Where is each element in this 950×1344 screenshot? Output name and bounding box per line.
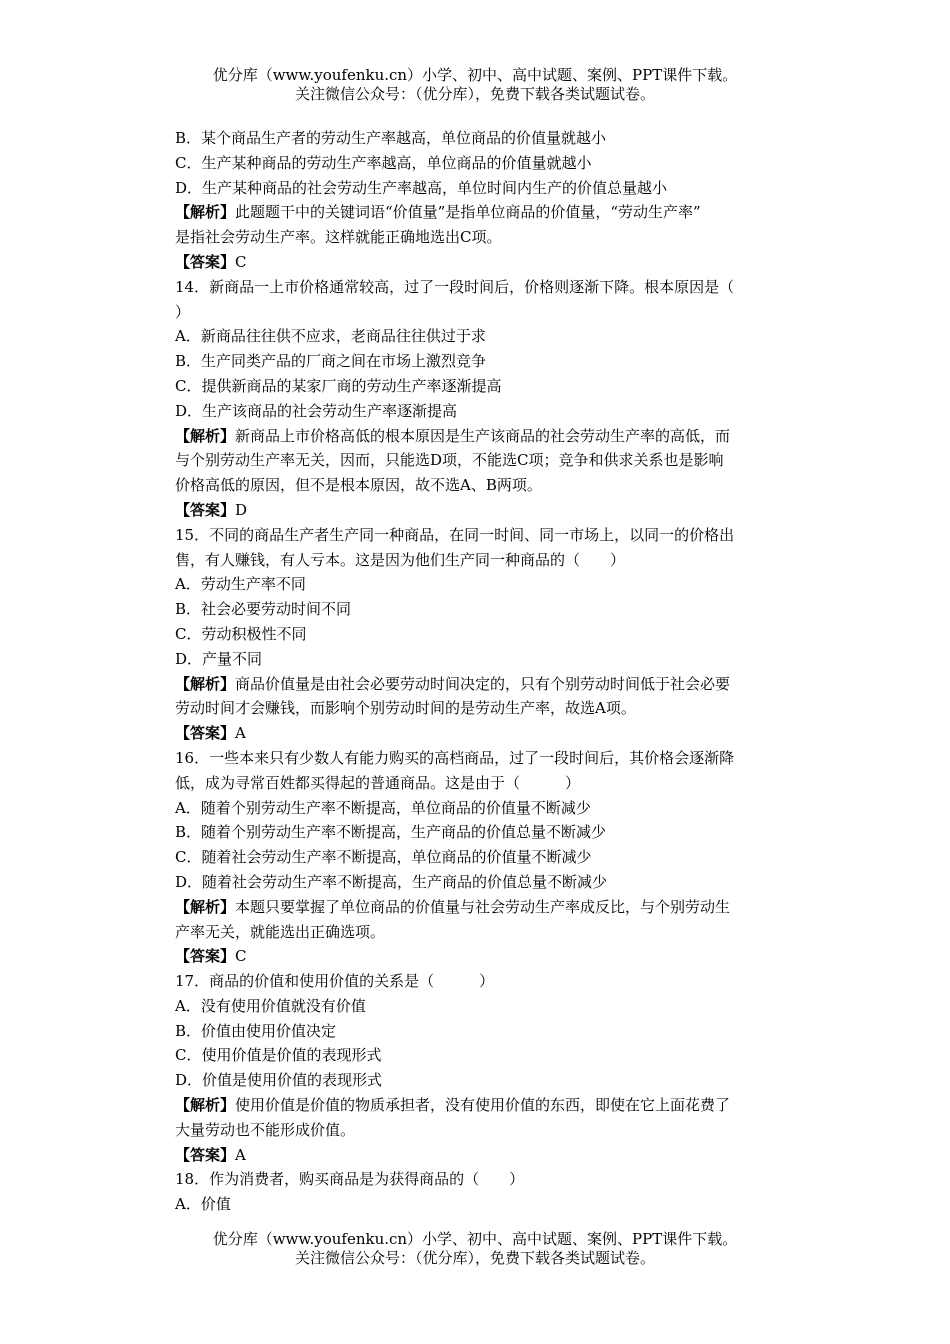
q15-option-d: D．产量不同 xyxy=(175,649,263,668)
q15-option-a: A．劳动生产率不同 xyxy=(175,575,306,594)
analysis-tag: 【解析】 xyxy=(175,897,236,916)
q14-option-c: C．提供新商品的某家厂商的劳动生产率逐渐提高 xyxy=(175,376,502,395)
page-footer xyxy=(0,1230,950,1268)
answer-value: A xyxy=(235,724,246,743)
q17-option-d: D．价值是使用价值的表现形式 xyxy=(175,1071,383,1090)
q15-option-b: B．社会必要劳动时间不同 xyxy=(175,600,352,619)
q18-option-a: A．价值 xyxy=(175,1195,231,1214)
page-header xyxy=(0,66,950,104)
q17-option-c: C．使用价值是价值的表现形式 xyxy=(175,1046,382,1065)
document-body xyxy=(175,126,807,1217)
q18-stem-line-1: 18．作为消费者，购买商品是为获得商品的（ ） xyxy=(175,1170,525,1189)
q16-analysis-line-2: 产率无关，就能选出正确选项。 xyxy=(175,922,386,941)
q15-option-c: C．劳动积极性不同 xyxy=(175,624,307,643)
answer-value: C xyxy=(235,947,247,966)
answer-tag: 【答案】 xyxy=(175,947,236,966)
q15-analysis-line-2: 劳动时间才会赚钱，而影响个别劳动时间的是劳动生产率，故选A项。 xyxy=(175,699,636,718)
q15-answer xyxy=(175,721,807,746)
answer-value: D xyxy=(235,500,248,519)
header-line-2: 关注微信公众号：（优分库），免费下载各类试题试卷。 xyxy=(294,85,655,103)
q16-option-d: D．随着社会劳动生产率不断提高，生产商品的价值总量不断减少 xyxy=(175,872,608,891)
q15-stem-line-1: 15．不同的商品生产者生产同一种商品，在同一时间、同一市场上，以同一的价格出 xyxy=(175,525,735,544)
q14-analysis-line-2: 与个别劳动生产率无关，因而，只能选D项，不能选C项；竞争和供求关系也是影响 xyxy=(175,451,724,470)
analysis-tag: 【解析】 xyxy=(175,203,236,222)
q17-option-a: A．没有使用价值就没有价值 xyxy=(175,996,366,1015)
q16-stem-line-1: 16．一些本来只有少数人有能力购买的高档商品，过了一段时间后，其价格会逐渐降 xyxy=(175,748,735,767)
q17-answer xyxy=(175,1143,807,1168)
q15-stem-line-2: 售，有人赚钱，有人亏本。这是因为他们生产同一种商品的（ ） xyxy=(175,550,626,569)
q16-analysis-line-1: 【解析】本题只要掌握了单位商品的价值量与社会劳动生产率成反比，与个别劳动生 xyxy=(175,897,731,916)
q13-option-c: C．生产某种商品的劳动生产率越高，单位商品的价值量就越小 xyxy=(175,153,592,172)
analysis-tag: 【解析】 xyxy=(175,426,236,445)
q15-analysis-line-1: 【解析】商品价值量是由社会必要劳动时间决定的，只有个别劳动时间低于社会必要 xyxy=(175,674,731,693)
q16-stem-line-2: 低，成为寻常百姓都买得起的普通商品。这是由于（ ） xyxy=(175,773,581,792)
footer-line-2: 关注微信公众号：（优分库），免费下载各类试题试卷。 xyxy=(294,1249,655,1267)
q13-option-d: D．生产某种商品的社会劳动生产率越高，单位时间内生产的价值总量越小 xyxy=(175,178,668,197)
answer-tag: 【答案】 xyxy=(175,724,236,743)
q14-answer xyxy=(175,498,807,523)
analysis-tag: 【解析】 xyxy=(175,674,236,693)
answer-tag: 【答案】 xyxy=(175,500,236,519)
q16-option-c: C．随着社会劳动生产率不断提高，单位商品的价值量不断减少 xyxy=(175,848,592,867)
answer-tag: 【答案】 xyxy=(175,1145,236,1164)
q13-analysis-line-1: 【解析】此题题干中的关键词语“价值量”是指单位商品的价值量，“劳动生产率” xyxy=(175,203,701,222)
answer-value: A xyxy=(235,1145,246,1164)
q13-option-b: B．某个商品生产者的劳动生产率越高，单位商品的价值量就越小 xyxy=(175,129,607,147)
answer-tag: 【答案】 xyxy=(175,252,236,271)
q17-analysis-line-2: 大量劳动也不能形成价值。 xyxy=(175,1120,356,1139)
q17-analysis-line-1: 【解析】使用价值是价值的物质承担者，没有使用价值的东西，即使在它上面花费了 xyxy=(175,1096,731,1115)
header-line-1: 优分库（www.youfenku.cn）小学、初中、高中试题、案例、PPT课件下载。 xyxy=(212,66,738,84)
q16-option-b: B．随着个别劳动生产率不断提高，生产商品的价值总量不断减少 xyxy=(175,823,607,842)
q14-analysis-line-1: 【解析】新商品上市价格高低的根本原因是生产该商品的社会劳动生产率的高低，而 xyxy=(175,426,731,445)
answer-value: C xyxy=(235,252,247,271)
q14-stem-line-1: 14．新商品一上市价格通常较高，过了一段时间后，价格则逐渐下降。根本原因是（ xyxy=(175,277,735,296)
q17-stem-line-1: 17．商品的价值和使用价值的关系是（ ） xyxy=(175,972,495,991)
q14-option-b: B．生产同类产品的厂商之间在市场上激烈竞争 xyxy=(175,352,487,371)
analysis-tag: 【解析】 xyxy=(175,1096,236,1115)
q14-stem-line-2: ） xyxy=(175,302,191,321)
q16-answer xyxy=(175,944,807,969)
q14-option-a: A．新商品往往供不应求，老商品往往供过于求 xyxy=(175,327,486,346)
q14-analysis-line-3: 价格高低的原因，但不是根本原因，故不选A、B两项。 xyxy=(175,476,542,495)
q14-option-d: D．生产该商品的社会劳动生产率逐渐提高 xyxy=(175,401,458,420)
q16-option-a: A．随着个别劳动生产率不断提高，单位商品的价值量不断减少 xyxy=(175,798,591,817)
footer-line-1: 优分库（www.youfenku.cn）小学、初中、高中试题、案例、PPT课件下载。 xyxy=(212,1230,738,1248)
q13-answer xyxy=(175,250,807,275)
q13-analysis-line-2: 是指社会劳动生产率。这样就能正确地选出C项。 xyxy=(175,228,502,247)
q17-option-b: B．价值由使用价值决定 xyxy=(175,1021,337,1040)
